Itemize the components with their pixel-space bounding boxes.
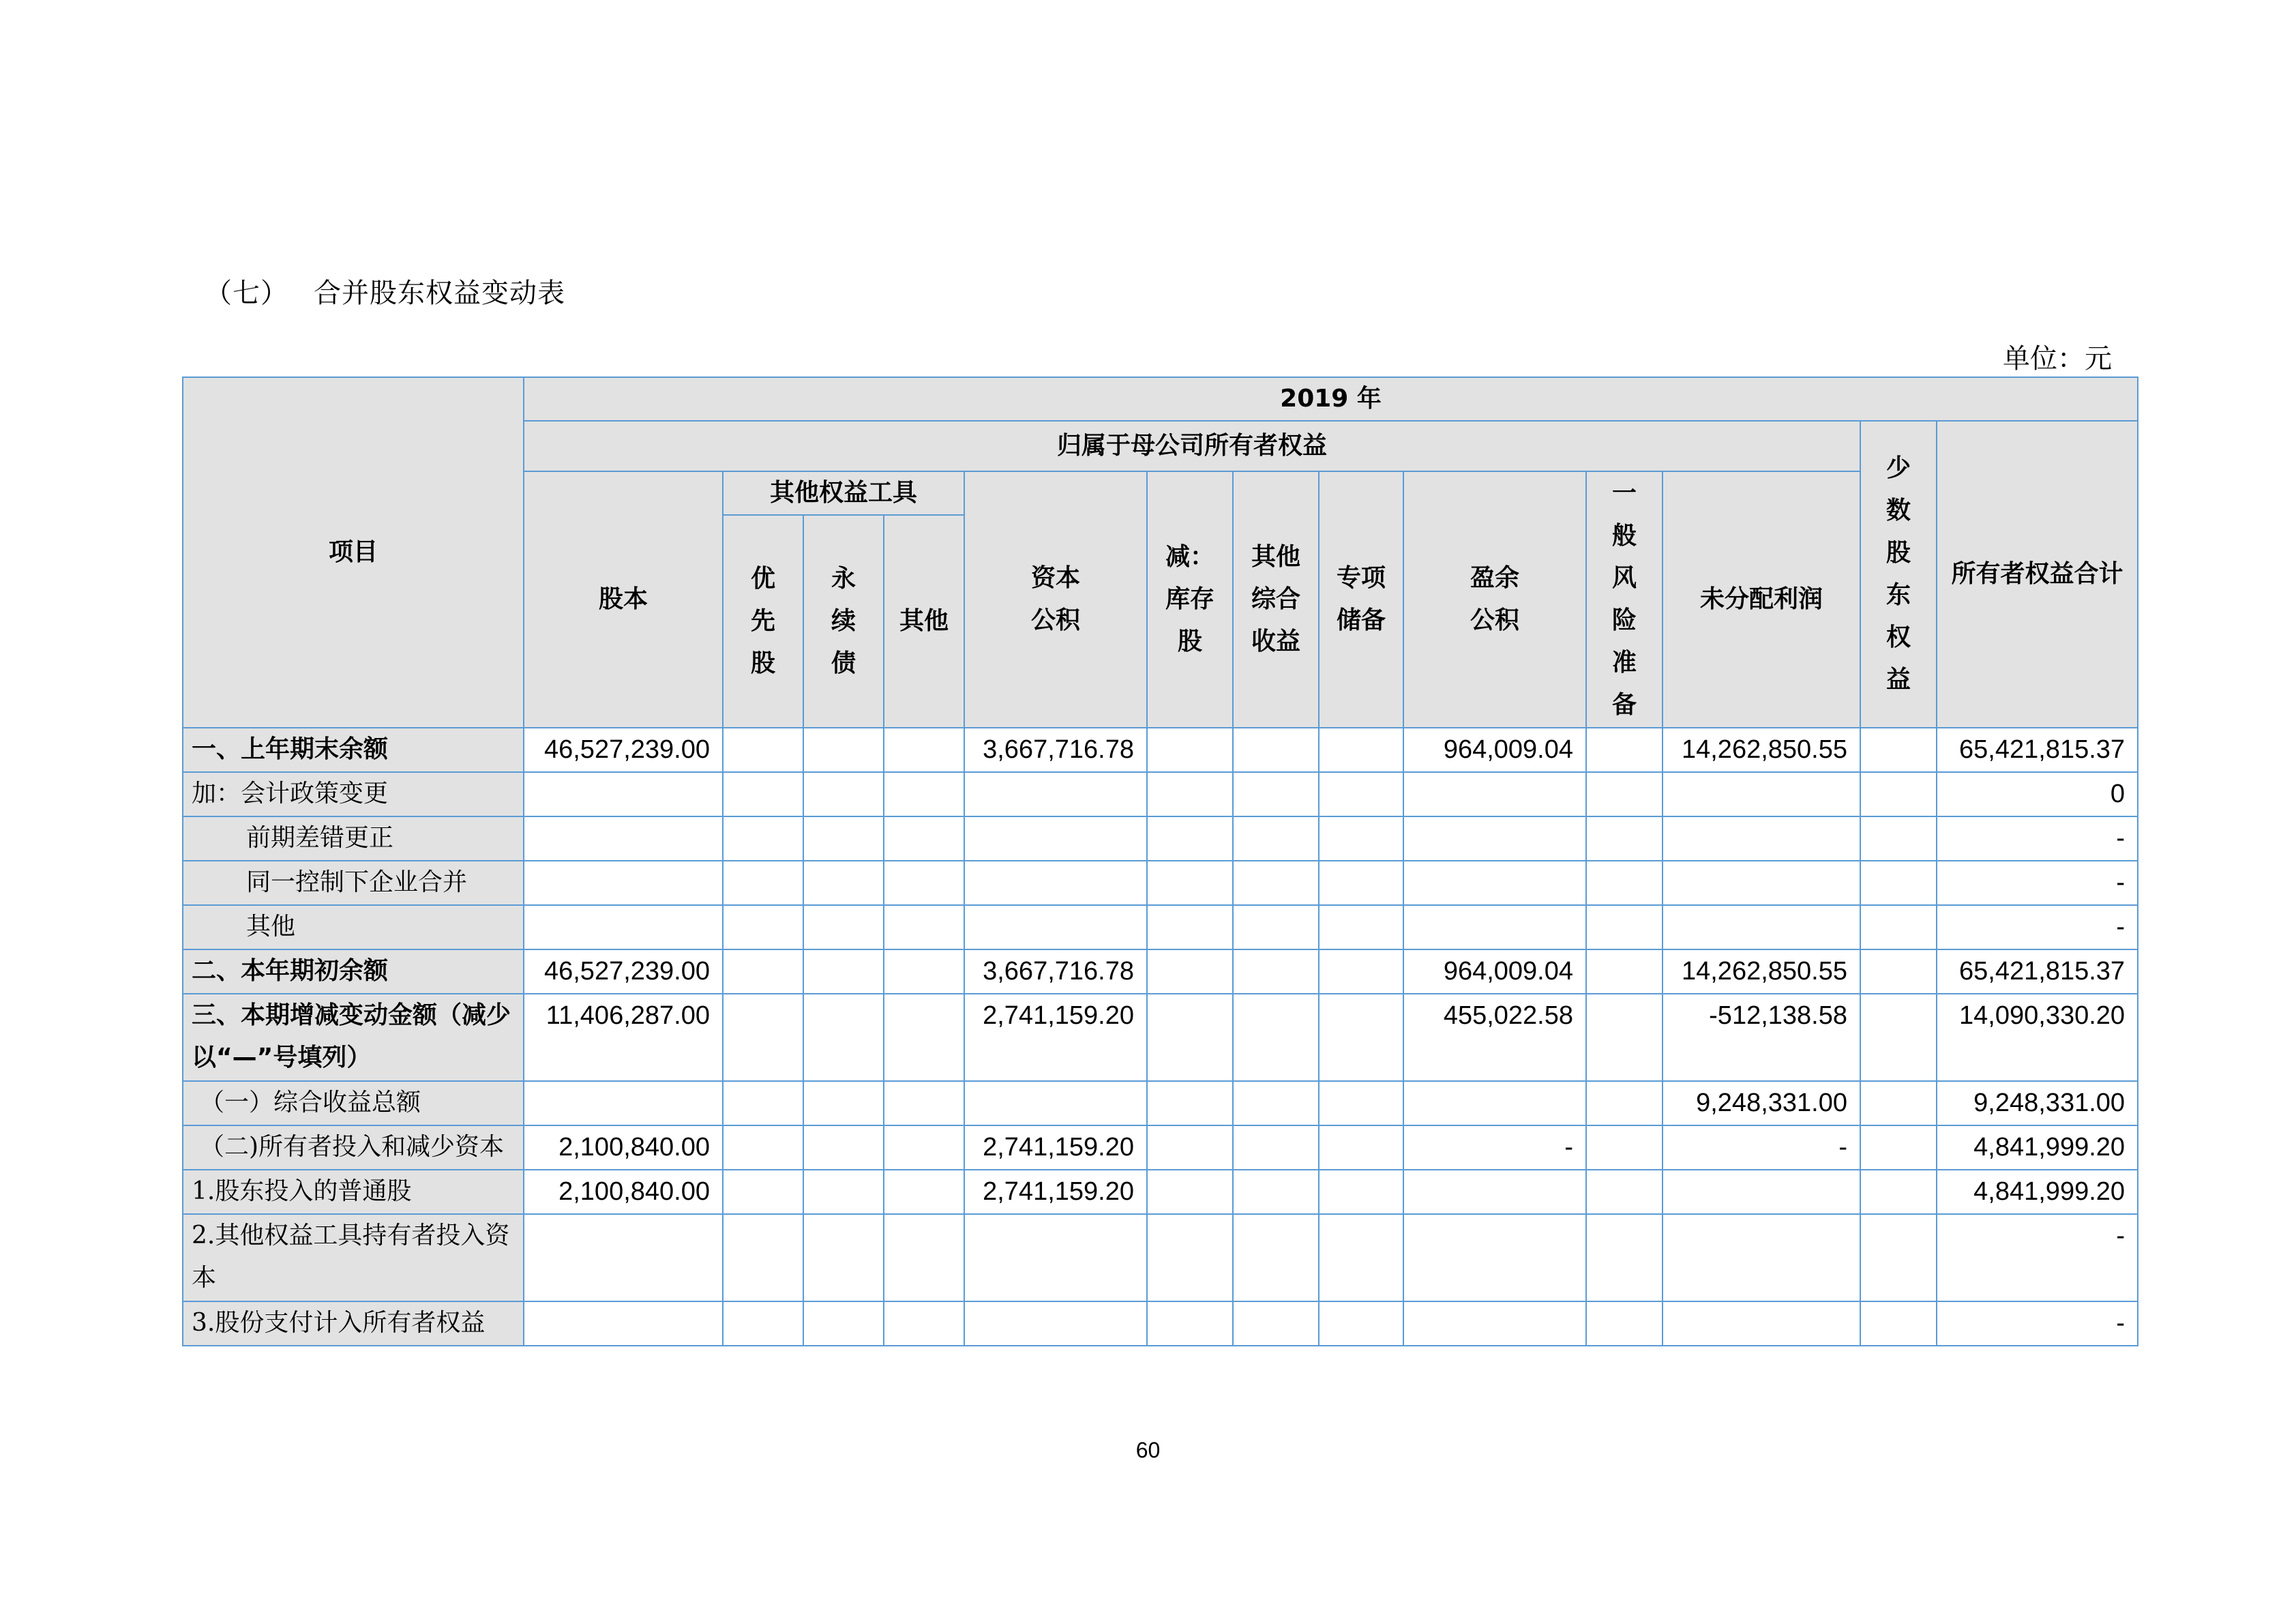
cell-risk — [1586, 1170, 1663, 1214]
cell-retained: 9,248,331.00 — [1663, 1081, 1860, 1125]
row-label: 三、本期增减变动金额（减少以“—”号填列） — [183, 994, 524, 1081]
table-row — [183, 1214, 2138, 1301]
cell-surplus: 455,022.58 — [1403, 994, 1586, 1081]
cell-oci — [1233, 1214, 1319, 1301]
cell-preferred — [723, 1125, 803, 1170]
cell-perpetual — [803, 772, 884, 816]
cell-preferred — [723, 994, 803, 1081]
cell-total: - — [1937, 816, 2138, 861]
cell-perpetual — [803, 1301, 884, 1346]
cell-perpetual — [803, 816, 884, 861]
cell-risk — [1586, 905, 1663, 949]
cell-preferred — [723, 1214, 803, 1301]
cell-surplus — [1403, 816, 1586, 861]
row-label: 2.其他权益工具持有者投入资本 — [183, 1214, 524, 1301]
cell-treasury — [1147, 905, 1233, 949]
cell-oci — [1233, 1081, 1319, 1125]
table-row — [183, 994, 2138, 1081]
cell-special — [1319, 994, 1403, 1081]
cell-capital-reserve: 2,741,159.20 — [964, 1170, 1147, 1214]
cell-treasury — [1147, 1301, 1233, 1346]
cell-treasury — [1147, 994, 1233, 1081]
cell-other — [884, 905, 964, 949]
cell-retained: 14,262,850.55 — [1663, 949, 1860, 994]
cell-surplus — [1403, 1214, 1586, 1301]
cell-oci — [1233, 816, 1319, 861]
table-row — [183, 816, 2138, 861]
cell-oci — [1233, 772, 1319, 816]
cell-share-capital — [524, 772, 723, 816]
cell-surplus — [1403, 1081, 1586, 1125]
cell-minority — [1860, 1214, 1937, 1301]
cell-perpetual — [803, 861, 884, 905]
cell-minority — [1860, 728, 1937, 772]
cell-other — [884, 994, 964, 1081]
header-total: 所有者权益合计 — [1937, 421, 2138, 728]
table-row — [183, 905, 2138, 949]
cell-preferred — [723, 1081, 803, 1125]
cell-perpetual — [803, 1081, 884, 1125]
cell-minority — [1860, 949, 1937, 994]
row-label: 同一控制下企业合并 — [183, 861, 524, 905]
cell-surplus — [1403, 1301, 1586, 1346]
cell-surplus: - — [1403, 1125, 1586, 1170]
header-preferred: 优先股 — [723, 515, 803, 728]
cell-share-capital — [524, 1301, 723, 1346]
cell-treasury — [1147, 1170, 1233, 1214]
cell-total: - — [1937, 905, 2138, 949]
cell-retained — [1663, 905, 1860, 949]
row-label: 一、上年期末余额 — [183, 728, 524, 772]
table-row — [183, 1170, 2138, 1214]
cell-risk — [1586, 772, 1663, 816]
page-number: 60 — [1135, 1438, 1161, 1462]
cell-other — [884, 1170, 964, 1214]
cell-retained — [1663, 861, 1860, 905]
cell-preferred — [723, 1301, 803, 1346]
row-label: 3.股份支付计入所有者权益 — [183, 1301, 524, 1346]
cell-special — [1319, 1301, 1403, 1346]
cell-capital-reserve — [964, 772, 1147, 816]
cell-total: - — [1937, 1301, 2138, 1346]
cell-oci — [1233, 905, 1319, 949]
cell-surplus — [1403, 905, 1586, 949]
cell-share-capital: 2,100,840.00 — [524, 1125, 723, 1170]
header-other: 其他 — [884, 515, 964, 728]
cell-capital-reserve — [964, 1081, 1147, 1125]
cell-total: - — [1937, 861, 2138, 905]
header-other-equity-instruments: 其他权益工具 — [723, 471, 964, 515]
cell-preferred — [723, 861, 803, 905]
cell-special — [1319, 1214, 1403, 1301]
header-perpetual: 永续债 — [803, 515, 884, 728]
header-capital-reserve: 资本公积 — [964, 471, 1147, 728]
cell-other — [884, 949, 964, 994]
table-row — [183, 1125, 2138, 1170]
header-special-reserve: 专项储备 — [1319, 471, 1403, 728]
cell-treasury — [1147, 772, 1233, 816]
table-row — [183, 728, 2138, 772]
row-label: 二、本年期初余额 — [183, 949, 524, 994]
cell-minority — [1860, 861, 1937, 905]
cell-share-capital — [524, 1081, 723, 1125]
cell-minority — [1860, 816, 1937, 861]
cell-risk — [1586, 949, 1663, 994]
cell-risk — [1586, 1301, 1663, 1346]
cell-capital-reserve: 3,667,716.78 — [964, 728, 1147, 772]
cell-special — [1319, 728, 1403, 772]
cell-share-capital — [524, 1214, 723, 1301]
cell-preferred — [723, 816, 803, 861]
cell-oci — [1233, 949, 1319, 994]
cell-minority — [1860, 905, 1937, 949]
cell-perpetual — [803, 994, 884, 1081]
cell-special — [1319, 1170, 1403, 1214]
header-surplus-reserve: 盈余公积 — [1403, 471, 1586, 728]
row-label: （一）综合收益总额 — [183, 1081, 524, 1125]
section-heading — [205, 271, 565, 310]
cell-surplus — [1403, 1170, 1586, 1214]
cell-treasury — [1147, 816, 1233, 861]
cell-risk — [1586, 1214, 1663, 1301]
cell-treasury — [1147, 1214, 1233, 1301]
header-oci: 其他综合收益 — [1233, 471, 1319, 728]
cell-total: 0 — [1937, 772, 2138, 816]
header-retained-earnings: 未分配利润 — [1663, 471, 1860, 728]
cell-surplus — [1403, 772, 1586, 816]
unit-label: 单位：元 — [2003, 343, 2112, 374]
cell-retained — [1663, 772, 1860, 816]
header-item: 项目 — [183, 377, 524, 728]
table-row — [183, 772, 2138, 816]
table-row — [183, 1081, 2138, 1125]
cell-capital-reserve — [964, 861, 1147, 905]
cell-share-capital: 46,527,239.00 — [524, 949, 723, 994]
cell-total: 4,841,999.20 — [1937, 1170, 2138, 1214]
header-treasury: 减：库存股 — [1147, 471, 1233, 728]
cell-risk — [1586, 994, 1663, 1081]
cell-preferred — [723, 1170, 803, 1214]
cell-minority — [1860, 772, 1937, 816]
cell-special — [1319, 949, 1403, 994]
cell-other — [884, 1081, 964, 1125]
cell-total: 65,421,815.37 — [1937, 728, 2138, 772]
cell-total: 65,421,815.37 — [1937, 949, 2138, 994]
cell-oci — [1233, 1301, 1319, 1346]
cell-surplus — [1403, 861, 1586, 905]
cell-share-capital — [524, 816, 723, 861]
cell-share-capital: 2,100,840.00 — [524, 1170, 723, 1214]
cell-oci — [1233, 994, 1319, 1081]
cell-total: 9,248,331.00 — [1937, 1081, 2138, 1125]
row-label: （二)所有者投入和减少资本 — [183, 1125, 524, 1170]
cell-treasury — [1147, 949, 1233, 994]
cell-preferred — [723, 728, 803, 772]
header-general-risk: 一般风险准备 — [1586, 471, 1663, 728]
cell-retained — [1663, 1214, 1860, 1301]
cell-retained: - — [1663, 1125, 1860, 1170]
cell-risk — [1586, 861, 1663, 905]
cell-total: 14,090,330.20 — [1937, 994, 2138, 1081]
cell-risk — [1586, 1125, 1663, 1170]
cell-capital-reserve — [964, 1214, 1147, 1301]
header-share-capital: 股本 — [524, 471, 723, 728]
cell-other — [884, 1301, 964, 1346]
cell-total: - — [1937, 1214, 2138, 1301]
cell-oci — [1233, 728, 1319, 772]
cell-risk — [1586, 1081, 1663, 1125]
cell-perpetual — [803, 1214, 884, 1301]
cell-perpetual — [803, 905, 884, 949]
cell-perpetual — [803, 1125, 884, 1170]
cell-other — [884, 861, 964, 905]
cell-treasury — [1147, 728, 1233, 772]
cell-minority — [1860, 1081, 1937, 1125]
cell-share-capital — [524, 861, 723, 905]
cell-capital-reserve — [964, 905, 1147, 949]
cell-treasury — [1147, 1125, 1233, 1170]
cell-surplus: 964,009.04 — [1403, 728, 1586, 772]
cell-risk — [1586, 816, 1663, 861]
row-label: 1.股东投入的普通股 — [183, 1170, 524, 1214]
cell-perpetual — [803, 1170, 884, 1214]
cell-oci — [1233, 861, 1319, 905]
table-row — [183, 861, 2138, 905]
cell-capital-reserve — [964, 816, 1147, 861]
cell-retained — [1663, 1170, 1860, 1214]
cell-share-capital: 11,406,287.00 — [524, 994, 723, 1081]
section-title: 合并股东权益变动表 — [314, 278, 565, 309]
cell-perpetual — [803, 728, 884, 772]
cell-surplus: 964,009.04 — [1403, 949, 1586, 994]
cell-other — [884, 772, 964, 816]
cell-minority — [1860, 1170, 1937, 1214]
cell-capital-reserve: 2,741,159.20 — [964, 1125, 1147, 1170]
cell-treasury — [1147, 1081, 1233, 1125]
cell-special — [1319, 1125, 1403, 1170]
cell-total: 4,841,999.20 — [1937, 1125, 2138, 1170]
cell-special — [1319, 772, 1403, 816]
cell-retained: 14,262,850.55 — [1663, 728, 1860, 772]
cell-minority — [1860, 1301, 1937, 1346]
header-parent-equity: 归属于母公司所有者权益 — [524, 421, 1860, 471]
table-row — [183, 1301, 2138, 1346]
cell-minority — [1860, 1125, 1937, 1170]
cell-preferred — [723, 772, 803, 816]
cell-retained — [1663, 816, 1860, 861]
cell-special — [1319, 861, 1403, 905]
section-number: （七） — [205, 278, 288, 309]
cell-capital-reserve — [964, 1301, 1147, 1346]
cell-special — [1319, 1081, 1403, 1125]
cell-other — [884, 1125, 964, 1170]
equity-change-table — [182, 377, 2138, 1346]
cell-minority — [1860, 994, 1937, 1081]
cell-perpetual — [803, 949, 884, 994]
table-row — [183, 949, 2138, 994]
cell-risk — [1586, 728, 1663, 772]
cell-share-capital: 46,527,239.00 — [524, 728, 723, 772]
cell-other — [884, 728, 964, 772]
cell-treasury — [1147, 861, 1233, 905]
cell-other — [884, 816, 964, 861]
cell-other — [884, 1214, 964, 1301]
row-label: 前期差错更正 — [183, 816, 524, 861]
row-label: 其他 — [183, 905, 524, 949]
cell-special — [1319, 816, 1403, 861]
cell-oci — [1233, 1170, 1319, 1214]
header-minority: 少数股东权益 — [1860, 421, 1937, 728]
row-label: 加：会计政策变更 — [183, 772, 524, 816]
cell-preferred — [723, 905, 803, 949]
cell-special — [1319, 905, 1403, 949]
cell-capital-reserve: 3,667,716.78 — [964, 949, 1147, 994]
cell-oci — [1233, 1125, 1319, 1170]
header-year: 2019 年 — [524, 377, 2138, 421]
cell-capital-reserve: 2,741,159.20 — [964, 994, 1147, 1081]
cell-retained: -512,138.58 — [1663, 994, 1860, 1081]
cell-retained — [1663, 1301, 1860, 1346]
cell-share-capital — [524, 905, 723, 949]
cell-preferred — [723, 949, 803, 994]
